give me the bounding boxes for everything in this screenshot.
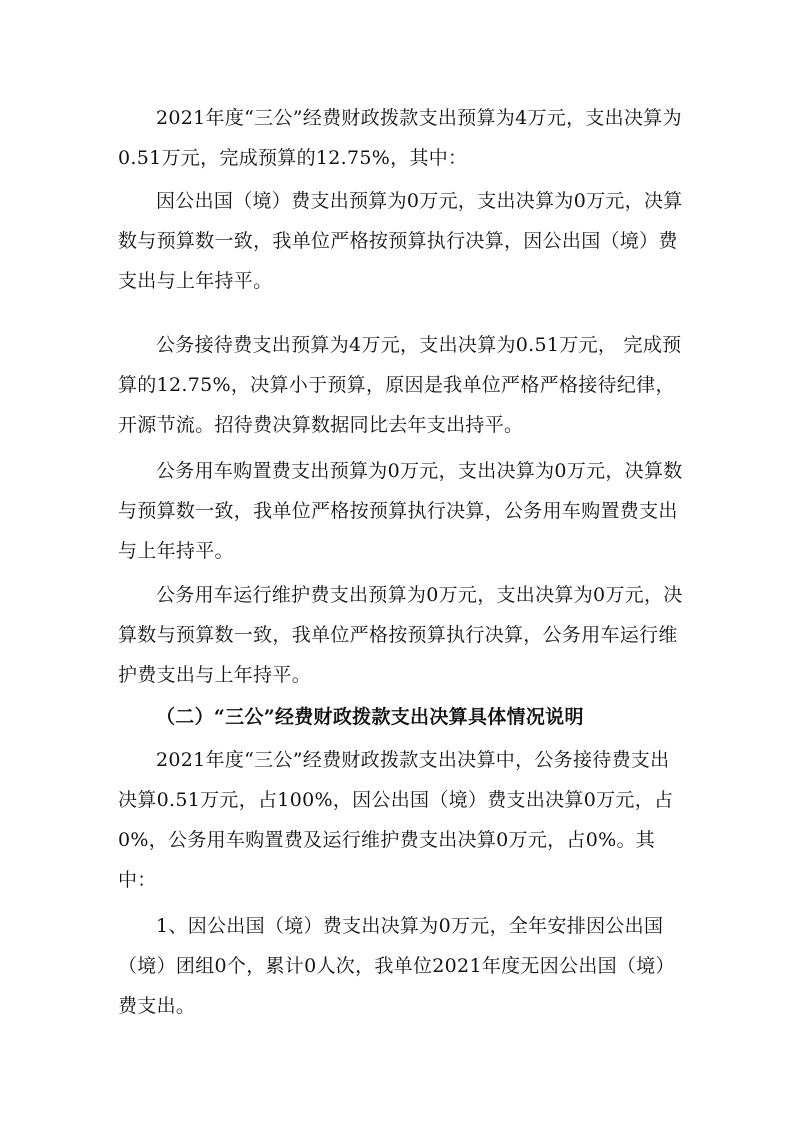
paragraph-overseas-travel-final-accounts: 1、因公出国（境）费支出决算为0万元，全年安排因公出国（境）团组0个，累计0人次，我单位2021年度无因公出国（境）费支出。 [118, 915, 675, 1017]
paragraph-vehicle-purchase-budget: 公务用车购置费支出预算为0万元，支出决算为0万元，决算数与预算数一致，我单位严格按预算执行决算，公务用车购置费支出与上年持平。 [118, 460, 683, 562]
paragraph-three-public-budget-summary: 2021年度“三公”经费财政拨款支出预算为4万元，支出决算为0.51万元，完成预算的12.75%，其中： [118, 107, 682, 169]
section-heading: （二）“三公”经费财政拨款支出决算具体情况说明 [156, 706, 584, 728]
paragraph-overseas-travel-budget: 因公出国（境）费支出预算为0万元，支出决算为0万元，决算数与预算数一致，我单位严格按预算执行决算，因公出国（境）费支出与上年持平。 [118, 190, 683, 292]
paragraph-vehicle-maintenance-budget: 公务用车运行维护费支出预算为0万元，支出决算为0万元，决算数与预算数一致，我单位严格按预算执行决算，公务用车运行维护费支出与上年持平。 [118, 584, 683, 686]
paragraph-reception-budget: 公务接待费支出预算为4万元，支出决算为0.51万元， 完成预算的12.75%，决算小于预算，原因是我单位严格严格接待纪律，开源节流。招待费决算数据同比去年支出持平。 [118, 334, 682, 436]
paragraph-final-accounts-summary: 2021年度“三公”经费财政拨款支出决算中，公务接待费支出决算0.51万元，占100%，因公出国（境）费支出决算0万元，占0%，公务用车购置费及运行维护费支出决算0万元，占0%。其中： [118, 749, 674, 891]
